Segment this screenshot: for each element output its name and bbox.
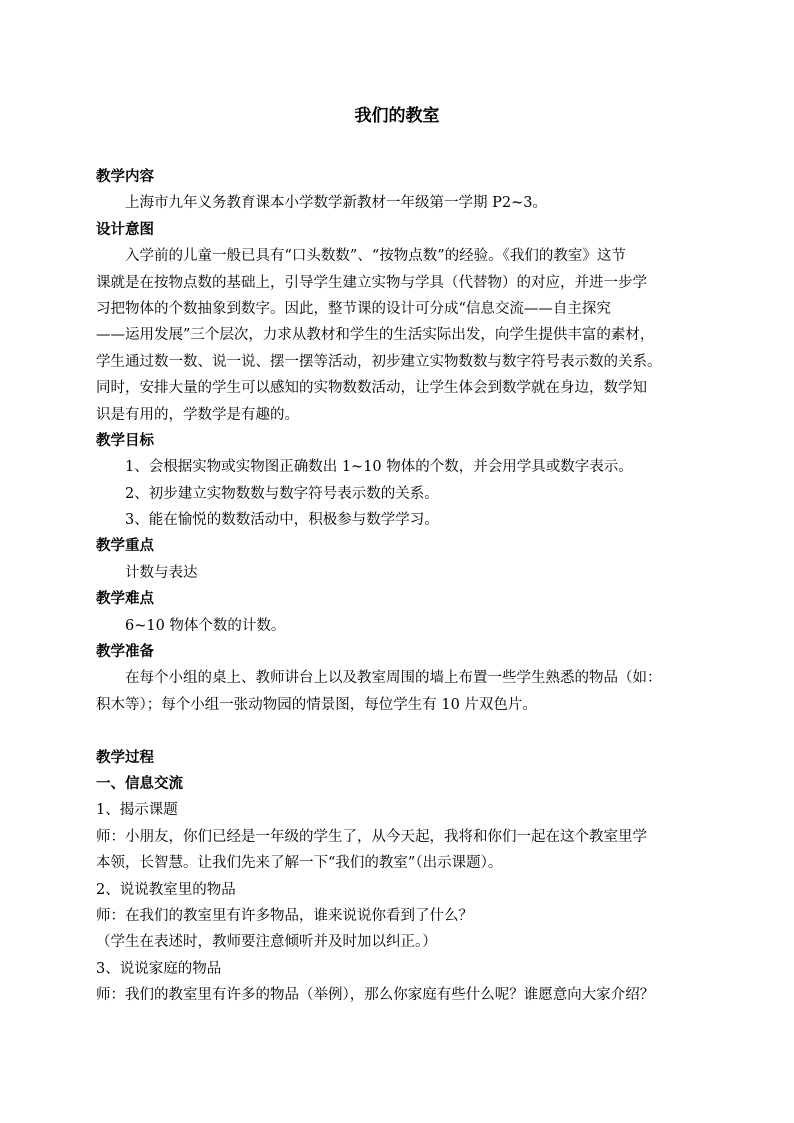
key-text: 计数与表达 bbox=[125, 564, 198, 581]
goal-item: 3、能在愉悦的数数活动中，积极参与数学学习。 bbox=[125, 512, 439, 529]
section-heading-preparation: 教学准备 bbox=[96, 643, 154, 661]
section-heading-goals: 教学目标 bbox=[96, 431, 154, 449]
section-heading-process: 教学过程 bbox=[96, 748, 154, 766]
process-line: 师：在我们的教室里有许多物品，谁来说说你看到了什么？ bbox=[96, 907, 473, 924]
process-line: 师：我们的教室里有许多的物品（举例），那么你家庭有些什么呢？谁愿意向大家介绍？ bbox=[96, 987, 655, 1004]
subsection-heading-part1: 一、信息交流 bbox=[96, 774, 183, 792]
design-line: 习把物体的个数抽象到数字。因此，整节课的设计可分成“信息交流——自主探究 bbox=[96, 300, 611, 317]
process-line: 3、说说家庭的物品 bbox=[96, 960, 222, 977]
section-heading-design: 设计意图 bbox=[96, 220, 154, 238]
design-line: 入学前的儿童一般已具有“口头数数”、“按物点数”的经验。《我们的教室》这节 bbox=[125, 248, 626, 265]
page-title: 我们的教室 bbox=[354, 106, 440, 126]
design-line: 识是有用的，学数学是有趣的。 bbox=[96, 406, 299, 423]
preparation-line: 积木等）；每个小组一张动物园的情景图，每位学生有 10 片双色片。 bbox=[96, 696, 537, 713]
goal-item: 1、会根据实物或实物图正确数出 1~10 物体的个数，并会用学具或数字表示。 bbox=[125, 459, 633, 476]
goal-item: 2、初步建立实物数数与数字符号表示数的关系。 bbox=[125, 485, 439, 502]
blank-line bbox=[96, 718, 700, 744]
design-line: 课就是在按物点数的基础上，引导学生建立实物与学具（代替物）的对应，并进一步学 bbox=[96, 274, 647, 291]
document-body bbox=[96, 164, 700, 1009]
process-line: （学生在表述时，教师要注意倾听并及时加以纠正。） bbox=[96, 934, 437, 951]
process-line: 师：小朋友，你们已经是一年级的学生了，从今天起，我将和你们一起在这个教室里学 bbox=[96, 828, 647, 845]
design-line: 同时，安排大量的学生可以感知的实物数数活动，让学生体会到数学就在身边，数学知 bbox=[96, 380, 647, 397]
design-line: 学生通过数一数、说一说、摆一摆等活动，初步建立实物数数与数字符号表示数的关系。 bbox=[96, 353, 662, 370]
process-line: 1、揭示课题 bbox=[96, 802, 178, 819]
process-line: 本领，长智慧。让我们先来了解一下“我们的教室”（出示课题）。 bbox=[96, 855, 503, 872]
design-line: ——运用发展”三个层次，力求从教材和学生的生活实际出发，向学生提供丰富的素材， bbox=[96, 327, 655, 344]
preparation-line: 在每个小组的桌上、教师讲台上以及教室周围的墙上布置一些学生熟悉的物品（如： bbox=[125, 670, 662, 687]
section-heading-content: 教学内容 bbox=[96, 168, 154, 185]
difficulty-text: 6~10 物体个数的计数。 bbox=[125, 617, 286, 634]
content-text: 上海市九年义务教育课本小学数学新教材一年级第一学期 P2~3。 bbox=[125, 195, 547, 212]
section-heading-difficulty: 教学难点 bbox=[96, 590, 154, 608]
process-line: 2、说说教室里的物品 bbox=[96, 881, 236, 898]
section-heading-key: 教学重点 bbox=[96, 537, 154, 555]
